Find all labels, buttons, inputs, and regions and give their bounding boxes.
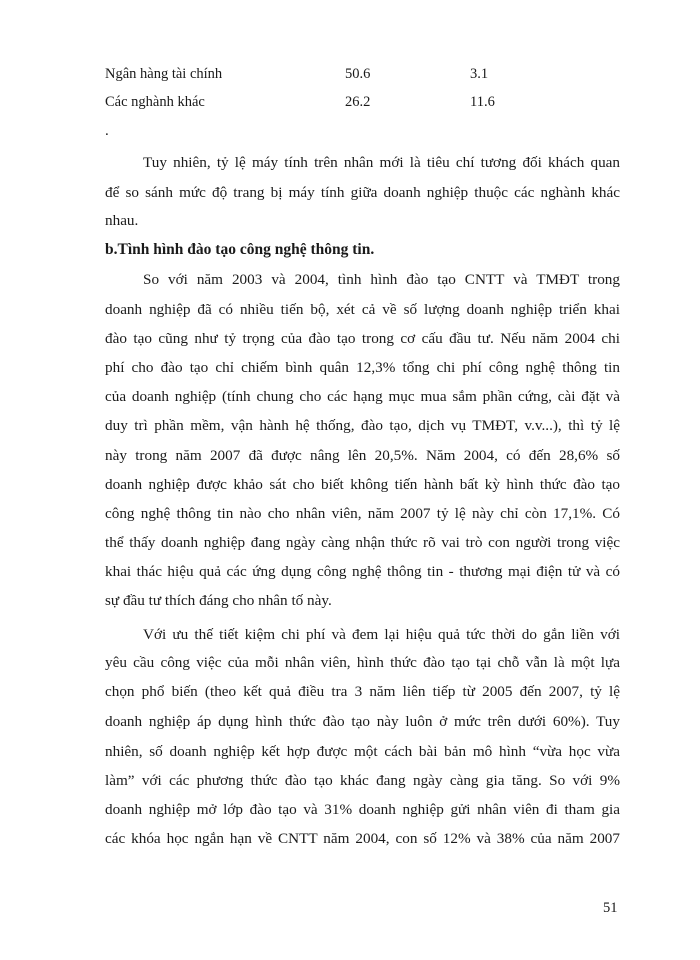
- paragraph-line: Tuy nhiên, tỷ lệ máy tính trên nhân mới là tiêu chí tương đối khách quan: [143, 154, 620, 171]
- section-heading: b.Tình hình đào tạo công nghệ thông tin.: [105, 241, 375, 258]
- table-cell-value-1: 50.6: [345, 66, 371, 82]
- paragraph-line: doanh nghiệp áp dụng hình thức đào tạo này luôn ở mức trên dưới 60%). Tuy: [105, 713, 620, 730]
- stray-mark: .: [105, 123, 109, 139]
- paragraph-line: các khóa học ngắn hạn về CNTT năm 2004, con số 12% và 38% của năm 2007: [105, 830, 620, 847]
- paragraph-line: yêu cầu công việc của mỗi nhân viên, hình thức đào tạo tại chỗ vẫn là một lựa: [105, 654, 620, 671]
- table-cell-value-2: 11.6: [470, 94, 495, 110]
- table-row: [105, 94, 625, 120]
- page-number: 51: [603, 900, 618, 916]
- paragraph-line: doanh nghiệp được khảo sát cho biết không tiến hành bất kỳ hình thức đào tạo: [105, 476, 620, 493]
- paragraph-line: phí cho đào tạo chỉ chiếm bình quân 12,3% tổng chi phí công nghệ thông tin: [105, 359, 620, 376]
- paragraph-line: nhau.: [105, 212, 139, 229]
- paragraph-line: làm” với các phương thức đào tạo khác đang ngày càng gia tăng. So với 9%: [105, 772, 620, 789]
- paragraph-line: của doanh nghiệp (tính chung cho các hạng mục mua sắm phần cứng, cài đặt và: [105, 388, 620, 405]
- paragraph-line: này trong năm 2007 đã được nâng lên 20,5%. Năm 2004, có đến 28,6% số: [105, 447, 620, 464]
- paragraph-line: doanh nghiệp đã có nhiều tiến bộ, xét cả về số lượng doanh nghiệp triển khai: [105, 301, 620, 318]
- paragraph-line: khai thác hiệu quả các ứng dụng công nghệ thông tin - thương mại điện tử và có: [105, 563, 620, 580]
- table-cell-value-1: 26.2: [345, 94, 371, 110]
- table-cell-sector: Ngân hàng tài chính: [105, 66, 223, 82]
- paragraph-line: để so sánh mức độ trang bị máy tính giữa doanh nghiệp thuộc các nghành khác: [105, 184, 620, 201]
- paragraph-line: So với năm 2003 và 2004, tình hình đào tạo CNTT và TMĐT trong: [143, 271, 620, 288]
- table-row: [105, 66, 625, 92]
- paragraph-line: duy trì phần mềm, vận hành hệ thống, đào tạo, dịch vụ TMĐT, v.v...), thì tỷ lệ: [105, 417, 620, 434]
- paragraph-line: đào tạo cũng như tỷ trọng của đào tạo trong cơ cấu đầu tư. Nếu năm 2004 chi: [105, 330, 620, 347]
- paragraph-line: thể thấy doanh nghiệp đang ngày càng nhận thức rõ vai trò con người trong việc: [105, 534, 620, 551]
- paragraph-line: doanh nghiệp mở lớp đào tạo và 31% doanh nghiệp gửi nhân viên đi tham gia: [105, 801, 620, 818]
- paragraph-line: nhiên, số doanh nghiệp kết hợp được một cách bài bản mô hình “vừa học vừa: [105, 743, 620, 760]
- table-cell-value-2: 3.1: [470, 66, 489, 82]
- table-cell-sector: Các nghành khác: [105, 94, 205, 110]
- paragraph-line: Với ưu thế tiết kiệm chi phí và đem lại hiệu quả tức thời do gắn liền với: [143, 626, 620, 643]
- paragraph-line: sự đầu tư thích đáng cho nhân tố này.: [105, 592, 332, 609]
- paragraph-line: chọn phổ biến (theo kết quả điều tra 3 năm liên tiếp từ 2005 đến 2007, tỷ lệ: [105, 683, 620, 700]
- paragraph-line: công nghệ thông tin nào cho nhân viên, năm 2007 tỷ lệ này chỉ còn 17,1%. Có: [105, 505, 620, 522]
